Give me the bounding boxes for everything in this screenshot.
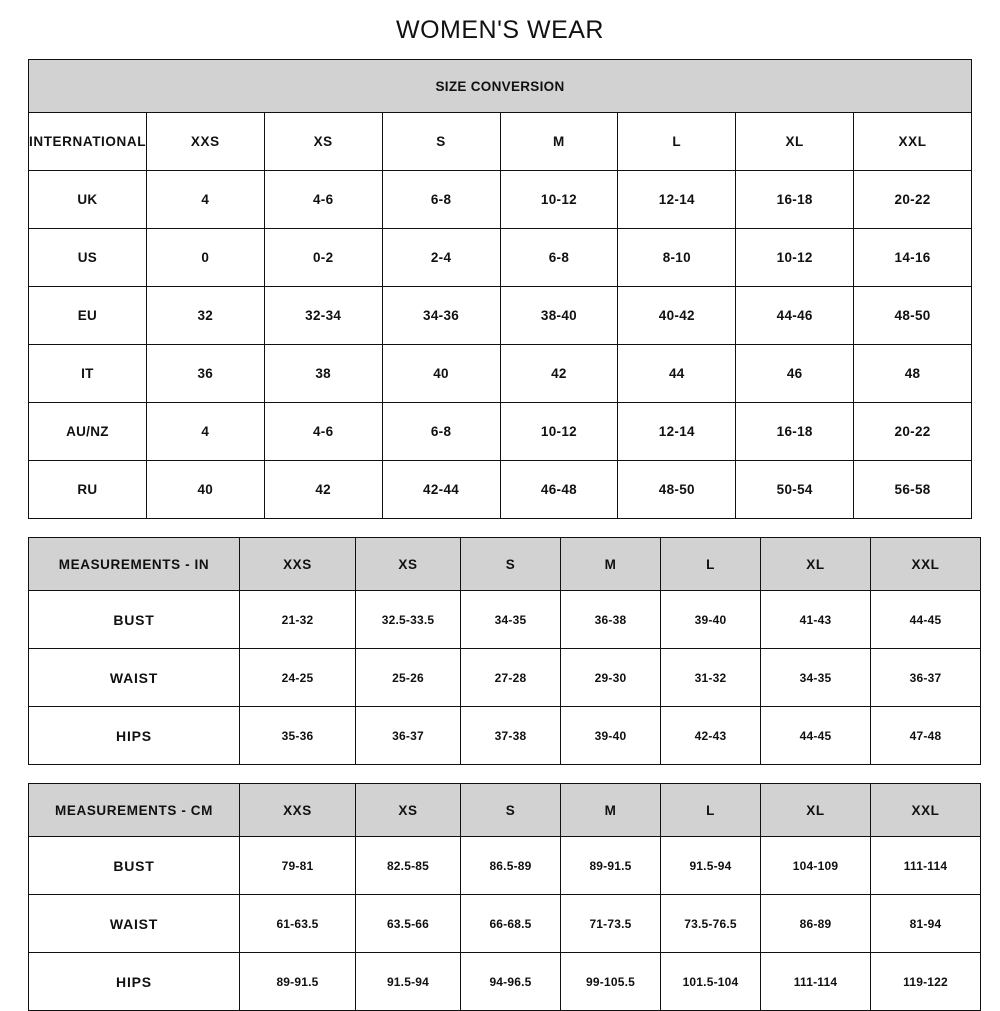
cell-value: 6-8 [382, 403, 500, 461]
cell-value: 104-109 [761, 837, 871, 895]
table-row [29, 461, 972, 519]
row-label: RU [29, 461, 147, 519]
cell-value: 39-40 [661, 591, 761, 649]
cell-value: 35-36 [240, 707, 356, 765]
cell-value: 34-36 [382, 287, 500, 345]
row-label: WAIST [29, 649, 240, 707]
table-header-row [29, 538, 981, 591]
cell-value: 44-46 [736, 287, 854, 345]
cell-value: 41-43 [761, 591, 871, 649]
column-header-m: M [500, 113, 618, 171]
cell-value: 36-38 [561, 591, 661, 649]
cell-value: 4-6 [264, 403, 382, 461]
cell-value: 6-8 [382, 171, 500, 229]
table-row [29, 953, 981, 1011]
cell-value: 119-122 [871, 953, 981, 1011]
column-header-xl: XL [761, 538, 871, 591]
row-label: BUST [29, 837, 240, 895]
cell-value: 4-6 [264, 171, 382, 229]
column-header-xs: XS [356, 784, 461, 837]
cell-value: 25-26 [356, 649, 461, 707]
table-row [29, 171, 972, 229]
cell-value: 48 [854, 345, 972, 403]
column-header-xxs: XXS [240, 784, 356, 837]
row-label: IT [29, 345, 147, 403]
cell-value: 39-40 [561, 707, 661, 765]
cell-value: 16-18 [736, 403, 854, 461]
cell-value: 0 [146, 229, 264, 287]
cell-value: 40-42 [618, 287, 736, 345]
column-header-xxl: XXL [871, 538, 981, 591]
size-conversion-banner: SIZE CONVERSION [29, 60, 972, 113]
cell-value: 20-22 [854, 403, 972, 461]
cell-value: 91.5-94 [661, 837, 761, 895]
size-conversion-table [28, 59, 972, 519]
row-label: HIPS [29, 707, 240, 765]
cell-value: 10-12 [500, 403, 618, 461]
column-header-l: L [618, 113, 736, 171]
measurements-cm-table [28, 783, 981, 1011]
row-label: HIPS [29, 953, 240, 1011]
cell-value: 91.5-94 [356, 953, 461, 1011]
table-row [29, 707, 981, 765]
column-header-xs: XS [356, 538, 461, 591]
column-header-s: S [461, 784, 561, 837]
cell-value: 21-32 [240, 591, 356, 649]
cell-value: 82.5-85 [356, 837, 461, 895]
column-header-xxl: XXL [871, 784, 981, 837]
cell-value: 36-37 [356, 707, 461, 765]
cell-value: 27-28 [461, 649, 561, 707]
table-header-row [29, 113, 972, 171]
cell-value: 0-2 [264, 229, 382, 287]
cell-value: 40 [146, 461, 264, 519]
cell-value: 94-96.5 [461, 953, 561, 1011]
cell-value: 42 [264, 461, 382, 519]
column-header-s: S [382, 113, 500, 171]
cell-value: 10-12 [500, 171, 618, 229]
table-row [29, 403, 972, 461]
column-header-xxs: XXS [240, 538, 356, 591]
cell-value: 12-14 [618, 403, 736, 461]
cell-value: 42-43 [661, 707, 761, 765]
cell-value: 34-35 [461, 591, 561, 649]
column-header-xxl: XXL [854, 113, 972, 171]
cell-value: 12-14 [618, 171, 736, 229]
cell-value: 32.5-33.5 [356, 591, 461, 649]
row-label: US [29, 229, 147, 287]
cell-value: 46-48 [500, 461, 618, 519]
table-row [29, 895, 981, 953]
cell-value: 38-40 [500, 287, 618, 345]
cell-value: 24-25 [240, 649, 356, 707]
table-row [29, 837, 981, 895]
cell-value: 31-32 [661, 649, 761, 707]
table-row [29, 649, 981, 707]
cell-value: 81-94 [871, 895, 981, 953]
cell-value: 42 [500, 345, 618, 403]
table-row [29, 287, 972, 345]
cell-value: 2-4 [382, 229, 500, 287]
column-header-xxs: XXS [146, 113, 264, 171]
cell-value: 86-89 [761, 895, 871, 953]
cell-value: 16-18 [736, 171, 854, 229]
cell-value: 34-35 [761, 649, 871, 707]
column-header-international: INTERNATIONAL [29, 113, 147, 171]
row-label: AU/NZ [29, 403, 147, 461]
cell-value: 8-10 [618, 229, 736, 287]
cell-value: 37-38 [461, 707, 561, 765]
cell-value: 71-73.5 [561, 895, 661, 953]
row-label: BUST [29, 591, 240, 649]
cell-value: 36 [146, 345, 264, 403]
row-label: UK [29, 171, 147, 229]
page-title: WOMEN'S WEAR [396, 16, 604, 44]
table-banner-row [29, 60, 972, 113]
cell-value: 10-12 [736, 229, 854, 287]
column-header-m: M [561, 784, 661, 837]
cell-value: 47-48 [871, 707, 981, 765]
cell-value: 38 [264, 345, 382, 403]
table-row [29, 345, 972, 403]
cell-value: 20-22 [854, 171, 972, 229]
table-row [29, 229, 972, 287]
cell-value: 61-63.5 [240, 895, 356, 953]
column-header-l: L [661, 538, 761, 591]
table-header-row [29, 784, 981, 837]
cell-value: 79-81 [240, 837, 356, 895]
column-header-l: L [661, 784, 761, 837]
cell-value: 42-44 [382, 461, 500, 519]
cell-value: 101.5-104 [661, 953, 761, 1011]
cell-value: 36-37 [871, 649, 981, 707]
cell-value: 46 [736, 345, 854, 403]
cell-value: 32-34 [264, 287, 382, 345]
cell-value: 111-114 [761, 953, 871, 1011]
row-label: WAIST [29, 895, 240, 953]
cell-value: 44 [618, 345, 736, 403]
cell-value: 89-91.5 [561, 837, 661, 895]
cell-value: 56-58 [854, 461, 972, 519]
column-header-m: M [561, 538, 661, 591]
cell-value: 4 [146, 171, 264, 229]
cell-value: 6-8 [500, 229, 618, 287]
column-header-measurements-in: MEASUREMENTS - IN [29, 538, 240, 591]
row-label: EU [29, 287, 147, 345]
table-row [29, 591, 981, 649]
cell-value: 32 [146, 287, 264, 345]
cell-value: 63.5-66 [356, 895, 461, 953]
column-header-s: S [461, 538, 561, 591]
column-header-xl: XL [761, 784, 871, 837]
cell-value: 86.5-89 [461, 837, 561, 895]
cell-value: 44-45 [871, 591, 981, 649]
cell-value: 48-50 [854, 287, 972, 345]
column-header-measurements-cm: MEASUREMENTS - CM [29, 784, 240, 837]
cell-value: 50-54 [736, 461, 854, 519]
cell-value: 29-30 [561, 649, 661, 707]
cell-value: 40 [382, 345, 500, 403]
cell-value: 99-105.5 [561, 953, 661, 1011]
cell-value: 111-114 [871, 837, 981, 895]
cell-value: 73.5-76.5 [661, 895, 761, 953]
cell-value: 48-50 [618, 461, 736, 519]
cell-value: 44-45 [761, 707, 871, 765]
column-header-xs: XS [264, 113, 382, 171]
measurements-inches-table [28, 537, 981, 765]
cell-value: 89-91.5 [240, 953, 356, 1011]
cell-value: 66-68.5 [461, 895, 561, 953]
column-header-xl: XL [736, 113, 854, 171]
cell-value: 4 [146, 403, 264, 461]
cell-value: 14-16 [854, 229, 972, 287]
